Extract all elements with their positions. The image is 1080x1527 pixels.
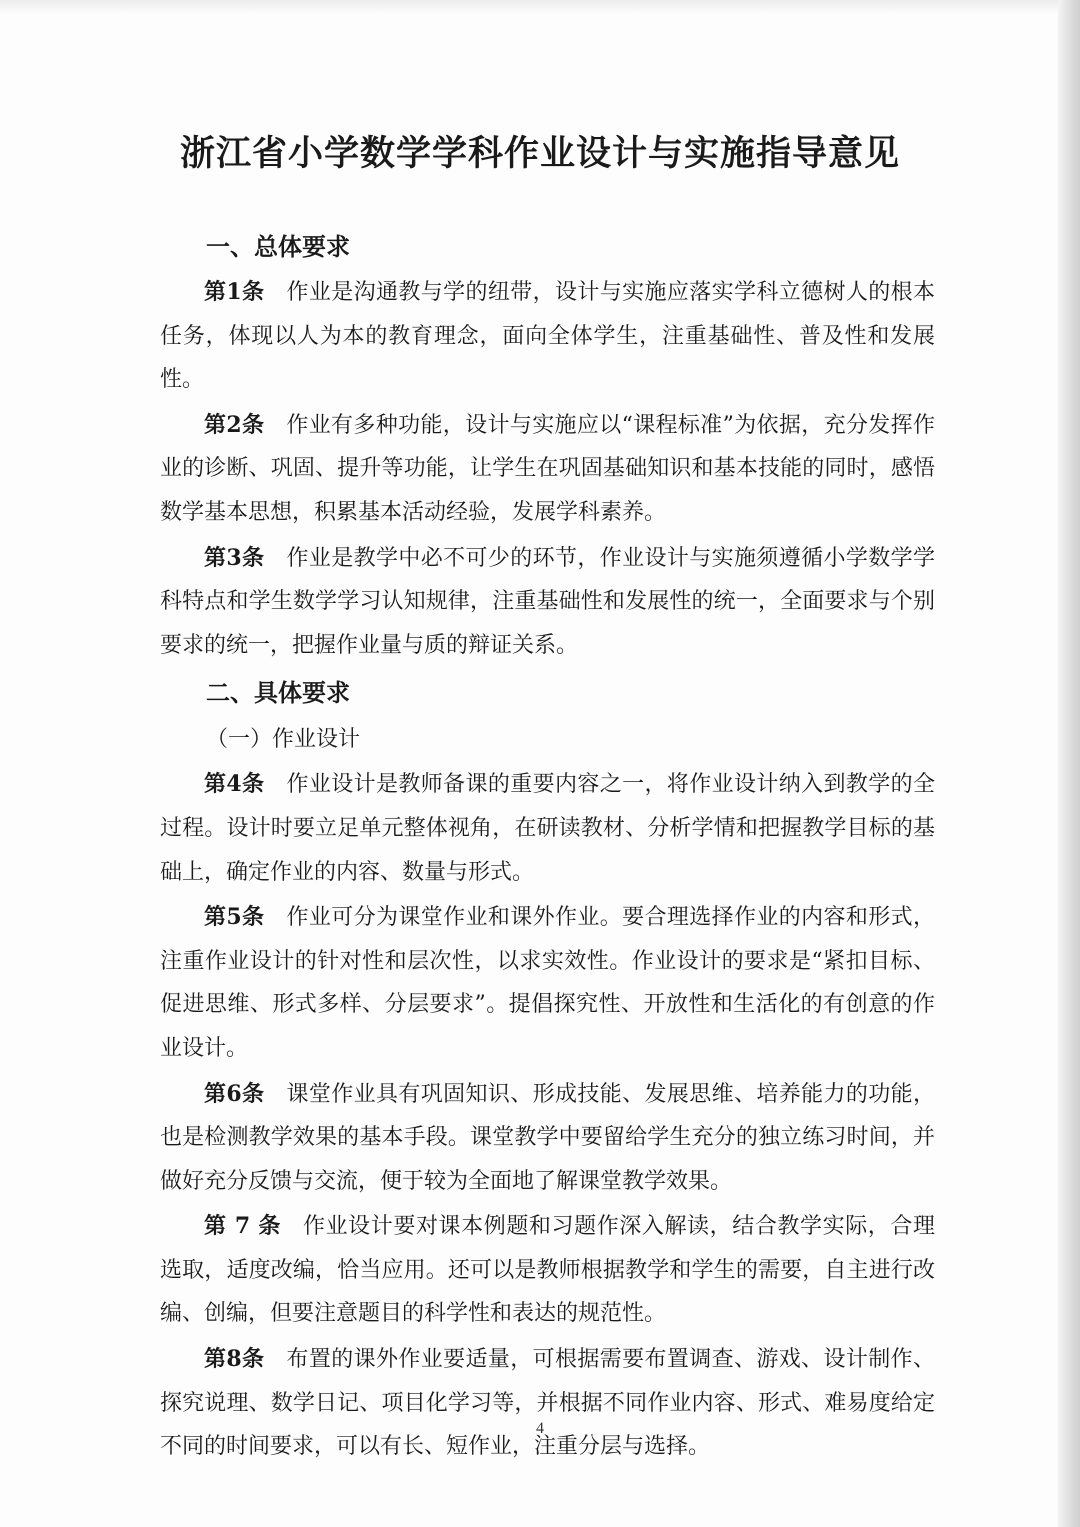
section-heading-general: 一、总体要求 xyxy=(206,232,350,261)
article-3 xyxy=(160,537,935,668)
page-number: 4 xyxy=(536,1420,544,1437)
article-label: 第2条 xyxy=(204,411,265,438)
article-6 xyxy=(160,1073,935,1204)
article-text: 课堂作业具有巩固知识、形成技能、发展思维、培养能力的功能，也是检测教学效果的基本手段。课堂教学中要留给学生充分的独立练习时间，并做好充分反馈与交流，便于较为全面地了解课堂教学效果。 xyxy=(160,1081,935,1194)
article-text: 作业设计要对课本例题和习题作深入解读，结合教学实际，合理选取，适度改编，恰当应用。还可以是教师根据教学和学生的需要，自主进行改编、创编，但要注意题目的科学性和表达的规范性。 xyxy=(160,1214,935,1327)
article-text: 作业可分为课堂作业和课外作业。要合理选择作业的内容和形式，注重作业设计的针对性和层次性，以求实效性。作业设计的要求是“紧扣目标、促进思维、形式多样、分层要求”。提倡探究性、开放性和生活化的有创意的作业设计。 xyxy=(160,905,935,1061)
section-heading-specific: 二、具体要求 xyxy=(206,678,350,708)
article-2 xyxy=(160,404,935,535)
article-7 xyxy=(160,1205,935,1336)
article-text: 作业是沟通教与学的纽带，设计与实施应落实学科立德树人的根本任务，体现以人为本的教育理念，面向全体学生，注重基础性、普及性和发展性。 xyxy=(160,280,935,393)
article-text: 布置的课外作业要适量，可根据需要布置调查、游戏、设计制作、探究说理、数学日记、项目化学习等，并根据不同作业内容、形式、难易度给定不同的时间要求，可以有长、短作业，注重分层与选择。 xyxy=(160,1347,935,1460)
scan-shadow-top xyxy=(0,0,1080,14)
subsection-heading-design: （一）作业设计 xyxy=(206,727,361,753)
article-label: 第5条 xyxy=(204,904,265,931)
article-text: 作业设计是教师备课的重要内容之一，将作业设计纳入到教学的全过程。设计时要立足单元整体视角，在研读教材、分析学情和把握教学目标的基础上，确定作业的内容、数量与形式。 xyxy=(160,772,935,885)
article-1 xyxy=(160,271,935,402)
article-label: 第4条 xyxy=(204,771,265,798)
scan-shadow-right xyxy=(1058,0,1080,1527)
article-label: 第8条 xyxy=(204,1346,265,1373)
article-5 xyxy=(160,896,935,1070)
article-4 xyxy=(160,763,935,894)
document-title: 浙江省小学数学学科作业设计与实施指导意见 xyxy=(179,133,900,174)
article-label: 第3条 xyxy=(204,544,265,571)
article-text: 作业是教学中必不可少的环节，作业设计与实施须遵循小学数学学科特点和学生数学学习认知规律，注重基础性和发展性的统一，全面要求与个别要求的统一，把握作业量与质的辩证关系。 xyxy=(160,545,935,658)
article-8 xyxy=(160,1338,935,1469)
article-label: 第 7 条 xyxy=(204,1213,281,1240)
article-label: 第1条 xyxy=(204,279,265,305)
document-body xyxy=(160,223,935,1471)
article-label: 第6条 xyxy=(204,1080,265,1107)
article-text: 作业有多种功能，设计与实施应以“课程标准”为依据，充分发挥作业的诊断、巩固、提升等功能，让学生在巩固基础知识和基本技能的同时，感悟数学基本思想，积累基本活动经验，发展学科素养。 xyxy=(160,412,935,525)
